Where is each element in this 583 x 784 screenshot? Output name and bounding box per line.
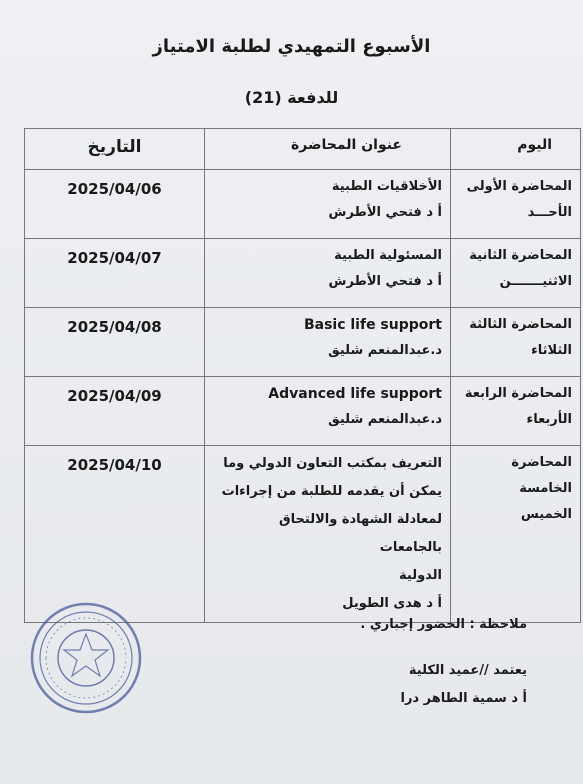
header-day: اليوم xyxy=(451,129,581,170)
title-cell xyxy=(205,239,451,308)
approval-block xyxy=(367,657,527,713)
lecture-number: المحاضرة الثالثة xyxy=(469,317,572,332)
title-cell xyxy=(205,446,451,623)
table-header-row xyxy=(25,129,581,170)
table-row xyxy=(25,239,581,308)
lecture-title: المسئولية الطبية xyxy=(334,248,442,263)
date-cell: 2025/04/10 xyxy=(25,446,205,623)
day-name: الثلاثاء xyxy=(531,343,572,358)
lecture-title-line: الدولية xyxy=(399,568,442,583)
attendance-note: ملاحظة : الحضور إجباري . xyxy=(360,617,527,632)
lecture-number: المحاضرة الأولى xyxy=(466,179,572,194)
header-title: عنوان المحاضرة xyxy=(205,129,451,170)
lecture-title-line: التعريف بمكتب التعاون الدولي وما xyxy=(223,456,442,471)
day-cell xyxy=(451,377,581,446)
official-seal-icon xyxy=(26,598,146,718)
lecture-title-line: لمعادلة الشهادة والالتحاق بالجامعات xyxy=(279,512,442,555)
lecture-number: المحاضرة الرابعة xyxy=(464,386,572,401)
date-cell: 2025/04/08 xyxy=(25,308,205,377)
lecturer-name: أ د فتحي الأطرش xyxy=(328,205,442,220)
lecture-title: Advanced life support xyxy=(268,386,442,402)
day-cell xyxy=(451,308,581,377)
day-name: الأربعاء xyxy=(526,412,572,427)
lecturer-name: د.عبدالمنعم شليق xyxy=(328,412,442,427)
schedule-table xyxy=(24,128,581,623)
day-cell xyxy=(451,446,581,623)
lecturer-name: أ د فتحي الأطرش xyxy=(328,274,442,289)
table-row xyxy=(25,170,581,239)
table-row xyxy=(25,446,581,623)
approval-line-name: أ د سمية الطاهر درا xyxy=(400,691,527,706)
lecturer-name: د.عبدالمنعم شليق xyxy=(328,343,442,358)
day-cell xyxy=(451,239,581,308)
date-cell: 2025/04/07 xyxy=(25,239,205,308)
title-cell xyxy=(205,170,451,239)
lecture-title: الأخلاقيات الطبية xyxy=(331,179,442,194)
document-title: الأسبوع التمهيدي لطلبة الامتياز xyxy=(152,36,431,57)
date-cell: 2025/04/09 xyxy=(25,377,205,446)
lecturer-name: أ د هدى الطويل xyxy=(342,596,442,611)
lecture-title: Basic life support xyxy=(303,317,442,333)
day-name: الأحـــد xyxy=(527,205,572,220)
lecture-number: المحاضرة الخامسة xyxy=(511,455,572,496)
title-cell xyxy=(205,308,451,377)
date-cell: 2025/04/06 xyxy=(25,170,205,239)
day-name: الاثنيـــــــن xyxy=(499,274,572,289)
day-cell xyxy=(451,170,581,239)
lecture-number: المحاضرة الثانية xyxy=(469,248,572,263)
lecture-title-line: يمكن أن يقدمه للطلبة من إجراءات xyxy=(221,484,442,499)
table-row xyxy=(25,308,581,377)
document-subtitle: للدفعة (21) xyxy=(244,88,339,107)
header-date: التاريخ xyxy=(25,129,205,170)
title-cell xyxy=(205,377,451,446)
table-row xyxy=(25,377,581,446)
approval-line-dean: يعتمد //عميد الكلية xyxy=(408,663,527,678)
day-name: الخميس xyxy=(520,507,572,522)
